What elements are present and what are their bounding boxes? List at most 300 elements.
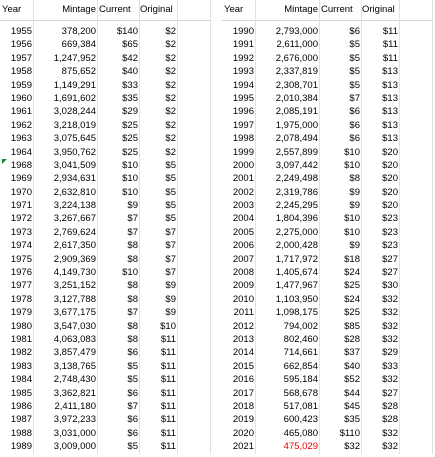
year-cell[interactable]: 2004 <box>232 213 254 225</box>
year-cell[interactable]: 1978 <box>10 293 32 305</box>
original-cell[interactable]: $13 <box>382 133 398 145</box>
current-cell[interactable]: $25 <box>122 146 138 158</box>
original-cell[interactable]: $13 <box>382 119 398 131</box>
original-cell[interactable]: $32 <box>382 427 398 439</box>
mintage-cell[interactable]: 3,218,019 <box>53 119 96 131</box>
mintage-cell[interactable]: 3,972,233 <box>53 414 96 426</box>
mintage-cell[interactable]: 2,275,000 <box>275 226 318 238</box>
original-cell[interactable]: $13 <box>382 66 398 78</box>
mintage-cell[interactable]: 2,249,498 <box>275 173 318 185</box>
mintage-cell[interactable]: 3,028,244 <box>53 106 96 118</box>
left-table <box>0 0 211 454</box>
current-cell[interactable]: $40 <box>122 66 138 78</box>
year-cell[interactable]: 2002 <box>232 186 254 198</box>
year-cell[interactable]: 2016 <box>232 374 254 386</box>
mintage-cell[interactable]: 1,804,396 <box>275 213 318 225</box>
mintage-cell[interactable]: 875,652 <box>61 66 96 78</box>
year-cell[interactable]: 2011 <box>233 307 254 319</box>
grid-line <box>361 0 362 454</box>
year-cell[interactable]: 1988 <box>10 427 32 439</box>
current-cell[interactable]: $8 <box>349 173 360 185</box>
original-cell[interactable]: $10 <box>160 320 176 332</box>
original-cell[interactable]: $23 <box>382 240 398 252</box>
year-cell[interactable]: 1959 <box>10 79 32 91</box>
year-cell[interactable]: 1996 <box>232 106 254 118</box>
mintage-cell[interactable]: 1,103,950 <box>275 293 318 305</box>
year-cell[interactable]: 1964 <box>10 146 32 158</box>
original-cell[interactable]: $11 <box>160 333 176 345</box>
mintage-cell[interactable]: 1,717,972 <box>275 253 318 265</box>
mintage-cell[interactable]: 465,080 <box>283 427 318 439</box>
current-cell[interactable]: $6 <box>127 427 138 439</box>
original-cell[interactable]: $13 <box>382 79 398 91</box>
mintage-cell[interactable]: 2,617,350 <box>53 240 96 252</box>
original-cell[interactable]: $9 <box>165 307 176 319</box>
mintage-header[interactable]: Mintage <box>62 4 96 15</box>
year-cell[interactable]: 1986 <box>10 400 32 412</box>
original-cell[interactable]: $2 <box>165 26 176 37</box>
original-cell[interactable]: $5 <box>165 200 176 212</box>
original-cell[interactable]: $33 <box>382 360 398 372</box>
mintage-cell[interactable]: 2,319,786 <box>275 186 318 198</box>
current-cell[interactable]: $10 <box>344 146 360 158</box>
year-cell[interactable]: 1997 <box>232 119 254 131</box>
year-cell[interactable]: 1962 <box>10 119 32 131</box>
mintage-cell[interactable]: 3,950,762 <box>53 146 96 158</box>
original-cell[interactable]: $2 <box>165 39 176 51</box>
original-cell[interactable]: $7 <box>165 253 176 265</box>
current-cell[interactable]: $8 <box>127 240 138 252</box>
year-cell[interactable]: 1982 <box>10 347 32 359</box>
current-cell[interactable]: $6 <box>349 119 360 131</box>
year-cell[interactable]: 1983 <box>10 360 32 372</box>
current-cell[interactable]: $10 <box>122 159 138 171</box>
current-cell[interactable]: $6 <box>349 133 360 145</box>
mintage-cell[interactable]: 1,247,952 <box>53 52 96 64</box>
table-row <box>0 440 211 453</box>
current-cell[interactable]: $10 <box>344 226 360 238</box>
mintage-cell[interactable]: 3,041,509 <box>53 159 96 171</box>
year-cell[interactable]: 1974 <box>10 240 32 252</box>
current-cell[interactable]: $29 <box>122 106 138 118</box>
mintage-cell[interactable]: 2,337,819 <box>275 66 318 78</box>
header-row <box>0 0 211 21</box>
current-cell[interactable]: $33 <box>122 79 138 91</box>
mintage-cell[interactable]: 669,384 <box>61 39 96 51</box>
original-cell[interactable]: $2 <box>165 146 176 158</box>
table-row <box>222 306 433 319</box>
current-cell[interactable]: $85 <box>344 320 360 332</box>
mintage-cell[interactable]: 3,677,175 <box>53 307 96 319</box>
table-row <box>0 293 211 306</box>
current-cell[interactable]: $10 <box>344 213 360 225</box>
original-cell[interactable]: $11 <box>160 360 176 372</box>
current-cell[interactable]: $6 <box>127 347 138 359</box>
mintage-cell[interactable]: 2,934,631 <box>53 173 96 185</box>
original-cell[interactable]: $32 <box>382 441 398 453</box>
original-cell[interactable]: $27 <box>382 387 398 399</box>
original-header[interactable]: Original <box>140 4 173 15</box>
original-cell[interactable]: $2 <box>165 106 176 118</box>
grid-line <box>432 0 433 454</box>
mintage-cell[interactable]: 3,097,442 <box>275 159 318 171</box>
original-cell[interactable]: $7 <box>165 240 176 252</box>
mintage-cell[interactable]: 2,245,295 <box>275 200 318 212</box>
mintage-cell[interactable]: 1,691,602 <box>53 92 96 104</box>
table-row <box>0 38 211 51</box>
mintage-cell[interactable]: 794,002 <box>283 320 318 332</box>
current-cell[interactable]: $7 <box>127 307 138 319</box>
year-cell[interactable]: 1981 <box>10 333 32 345</box>
current-cell[interactable]: $5 <box>127 360 138 372</box>
current-cell[interactable]: $8 <box>127 280 138 292</box>
original-cell[interactable]: $2 <box>165 79 176 91</box>
table-row <box>0 92 211 105</box>
mintage-cell[interactable]: 2,632,810 <box>53 186 96 198</box>
current-cell[interactable]: $35 <box>344 414 360 426</box>
year-cell[interactable]: 1989 <box>10 441 32 453</box>
table-row <box>0 427 211 440</box>
table-row <box>222 119 433 132</box>
current-cell[interactable]: $45 <box>344 400 360 412</box>
current-cell[interactable]: $8 <box>127 293 138 305</box>
mintage-cell[interactable]: 2,769,624 <box>53 226 96 238</box>
year-cell[interactable]: 1973 <box>10 226 32 238</box>
current-cell[interactable]: $35 <box>122 92 138 104</box>
original-cell[interactable]: $32 <box>382 320 398 332</box>
year-cell[interactable]: 1958 <box>10 66 32 78</box>
original-cell[interactable]: $32 <box>382 307 398 319</box>
original-cell[interactable]: $20 <box>382 200 398 212</box>
mintage-cell[interactable]: 2,078,494 <box>275 133 318 145</box>
current-cell[interactable]: $9 <box>127 200 138 212</box>
original-cell[interactable]: $9 <box>165 293 176 305</box>
original-cell[interactable]: $9 <box>165 280 176 292</box>
mintage-cell[interactable]: 2,909,369 <box>53 253 96 265</box>
original-cell[interactable]: $7 <box>165 226 176 238</box>
mintage-cell[interactable]: 595,184 <box>283 374 318 386</box>
original-cell[interactable]: $11 <box>160 374 176 386</box>
original-cell[interactable]: $11 <box>160 414 176 426</box>
year-cell[interactable]: 2001 <box>232 173 254 185</box>
original-cell[interactable]: $11 <box>382 26 398 37</box>
current-cell[interactable]: $110 <box>339 427 360 439</box>
original-cell[interactable]: $2 <box>165 66 176 78</box>
mintage-cell[interactable]: 2,000,428 <box>275 240 318 252</box>
mintage-cell[interactable]: 4,149,730 <box>53 267 96 279</box>
year-cell[interactable]: 1957 <box>10 52 32 64</box>
mintage-cell[interactable]: 2,085,191 <box>275 106 318 118</box>
table-row <box>222 79 433 92</box>
year-cell[interactable]: 1956 <box>10 39 32 51</box>
original-cell[interactable]: $2 <box>165 133 176 145</box>
table-row <box>0 212 211 225</box>
current-cell[interactable]: $6 <box>349 106 360 118</box>
current-cell[interactable]: $7 <box>127 213 138 225</box>
current-cell[interactable]: $8 <box>127 253 138 265</box>
current-header[interactable]: Current <box>99 4 131 15</box>
current-cell[interactable]: $25 <box>122 133 138 145</box>
year-cell[interactable]: 2007 <box>232 253 254 265</box>
table-row <box>222 293 433 306</box>
year-cell[interactable]: 2005 <box>232 226 254 238</box>
table-row <box>0 25 211 38</box>
mintage-cell[interactable]: 802,460 <box>283 333 318 345</box>
original-cell[interactable]: $13 <box>382 92 398 104</box>
original-cell[interactable]: $28 <box>382 414 398 426</box>
mintage-cell[interactable]: 1,149,291 <box>53 79 96 91</box>
current-cell[interactable]: $24 <box>344 267 360 279</box>
mintage-cell[interactable]: 3,267,667 <box>53 213 96 225</box>
year-cell[interactable]: 1985 <box>10 387 32 399</box>
table-row <box>222 132 433 145</box>
year-cell[interactable]: 1990 <box>232 26 254 37</box>
mintage-cell[interactable]: 3,857,479 <box>53 347 96 359</box>
mintage-cell[interactable]: 2,411,180 <box>54 400 96 412</box>
mintage-cell[interactable]: 3,251,152 <box>53 280 96 292</box>
table-row <box>0 306 211 319</box>
table-row <box>222 253 433 266</box>
original-cell[interactable]: $13 <box>382 106 398 118</box>
year-cell[interactable]: 1955 <box>10 26 32 37</box>
year-cell[interactable]: 2020 <box>232 427 254 439</box>
original-cell[interactable]: $32 <box>382 293 398 305</box>
year-cell[interactable]: 2003 <box>232 200 254 212</box>
original-cell[interactable]: $20 <box>382 159 398 171</box>
current-cell[interactable]: $8 <box>127 320 138 332</box>
grid-line <box>33 0 34 454</box>
table-row <box>0 400 211 413</box>
current-cell[interactable]: $24 <box>344 293 360 305</box>
original-cell[interactable]: $5 <box>165 213 176 225</box>
mintage-cell[interactable]: 475,029 <box>283 441 318 453</box>
current-cell[interactable]: $5 <box>349 79 360 91</box>
mintage-header[interactable]: Mintage <box>284 4 318 15</box>
original-cell[interactable]: $11 <box>160 427 176 439</box>
original-cell[interactable]: $23 <box>382 226 398 238</box>
mintage-cell[interactable]: 3,031,000 <box>53 427 96 439</box>
original-cell[interactable]: $5 <box>165 186 176 198</box>
year-cell[interactable]: 1968 <box>10 159 32 171</box>
current-cell[interactable]: $7 <box>127 226 138 238</box>
mintage-cell[interactable]: 3,009,000 <box>53 441 96 453</box>
original-cell[interactable]: $20 <box>382 173 398 185</box>
original-cell[interactable]: $11 <box>160 347 176 359</box>
current-cell[interactable]: $10 <box>344 159 360 171</box>
current-cell[interactable]: $37 <box>344 347 360 359</box>
year-cell[interactable]: 1993 <box>232 66 254 78</box>
table-row <box>222 413 433 426</box>
year-cell[interactable]: 1971 <box>10 200 32 212</box>
mintage-cell[interactable]: 1,098,175 <box>275 307 318 319</box>
year-cell[interactable]: 2019 <box>232 414 254 426</box>
mintage-cell[interactable]: 517,081 <box>283 400 318 412</box>
original-cell[interactable]: $5 <box>165 159 176 171</box>
mintage-cell[interactable]: 3,138,765 <box>53 360 96 372</box>
table-row <box>0 387 211 400</box>
current-cell[interactable]: $5 <box>127 441 138 453</box>
mintage-cell[interactable]: 4,063,083 <box>53 333 96 345</box>
current-cell[interactable]: $28 <box>344 333 360 345</box>
mintage-cell[interactable]: 2,308,701 <box>275 79 318 91</box>
mintage-cell[interactable]: 1,477,967 <box>275 280 318 292</box>
mintage-cell[interactable]: 1,405,674 <box>275 267 318 279</box>
original-cell[interactable]: $28 <box>382 400 398 412</box>
original-cell[interactable]: $11 <box>160 400 176 412</box>
year-cell[interactable]: 1972 <box>10 213 32 225</box>
mintage-cell[interactable]: 2,611,000 <box>276 39 318 51</box>
current-cell[interactable]: $40 <box>344 360 360 372</box>
current-cell[interactable]: $25 <box>122 119 138 131</box>
table-row <box>222 279 433 292</box>
current-cell[interactable]: $6 <box>127 414 138 426</box>
year-cell[interactable]: 1970 <box>10 186 32 198</box>
table-row <box>222 226 433 239</box>
mintage-cell[interactable]: 2,557,899 <box>275 146 318 158</box>
original-cell[interactable]: $7 <box>165 267 176 279</box>
year-cell[interactable]: 2021 <box>232 441 254 453</box>
current-cell[interactable]: $10 <box>122 267 138 279</box>
year-header[interactable]: Year <box>2 4 22 15</box>
year-cell[interactable]: 1998 <box>232 133 254 145</box>
original-cell[interactable]: $2 <box>165 52 176 64</box>
year-cell[interactable]: 1999 <box>232 146 254 158</box>
current-cell[interactable]: $9 <box>349 200 360 212</box>
year-cell[interactable]: 1991 <box>232 39 254 51</box>
original-cell[interactable]: $23 <box>382 213 398 225</box>
year-cell[interactable]: 1995 <box>232 92 254 104</box>
current-cell[interactable]: $52 <box>344 374 360 386</box>
current-cell[interactable]: $5 <box>349 39 360 51</box>
table-row <box>0 65 211 78</box>
original-cell[interactable]: $27 <box>382 253 398 265</box>
original-cell[interactable]: $29 <box>382 347 398 359</box>
mintage-cell[interactable]: 378,200 <box>61 26 96 37</box>
current-cell[interactable]: $9 <box>349 240 360 252</box>
left-table-body <box>0 25 211 454</box>
original-cell[interactable]: $27 <box>382 267 398 279</box>
year-cell[interactable]: 1992 <box>232 52 254 64</box>
year-cell[interactable]: 1969 <box>10 173 32 185</box>
year-cell[interactable]: 2010 <box>232 293 254 305</box>
table-row <box>0 52 211 65</box>
table-row <box>0 346 211 359</box>
current-header[interactable]: Current <box>321 4 353 15</box>
year-cell[interactable]: 1975 <box>10 253 32 265</box>
mintage-cell[interactable]: 2,676,000 <box>275 52 318 64</box>
original-header[interactable]: Original <box>362 4 395 15</box>
original-cell[interactable]: $11 <box>382 52 398 64</box>
current-cell[interactable]: $65 <box>122 39 138 51</box>
current-cell[interactable]: $10 <box>122 186 138 198</box>
mintage-cell[interactable]: 2,748,430 <box>53 374 96 386</box>
mintage-cell[interactable]: 600,423 <box>283 414 318 426</box>
year-cell[interactable]: 1987 <box>10 414 32 426</box>
mintage-cell[interactable]: 568,678 <box>283 387 318 399</box>
current-cell[interactable]: $10 <box>122 173 138 185</box>
current-cell[interactable]: $25 <box>344 280 360 292</box>
original-cell[interactable]: $11 <box>160 441 176 453</box>
original-cell[interactable]: $32 <box>382 374 398 386</box>
cell-error-indicator-icon[interactable] <box>2 159 7 164</box>
mintage-cell[interactable]: 662,854 <box>283 360 318 372</box>
year-cell[interactable]: 2008 <box>232 267 254 279</box>
current-cell[interactable]: $7 <box>349 92 360 104</box>
grid-line <box>177 0 178 454</box>
original-cell[interactable]: $5 <box>165 173 176 185</box>
grid-line <box>139 0 140 454</box>
mintage-cell[interactable]: 1,975,000 <box>275 119 318 131</box>
year-cell[interactable]: 2014 <box>232 347 254 359</box>
current-cell[interactable]: $7 <box>127 400 138 412</box>
year-cell[interactable]: 2017 <box>232 387 254 399</box>
original-cell[interactable]: $2 <box>165 92 176 104</box>
year-cell[interactable]: 2009 <box>232 280 254 292</box>
right-table <box>222 0 433 454</box>
year-cell[interactable]: 1979 <box>10 307 32 319</box>
current-cell[interactable]: $6 <box>127 387 138 399</box>
current-cell[interactable]: $5 <box>127 374 138 386</box>
grid-line <box>319 0 320 454</box>
year-cell[interactable]: 1976 <box>10 267 32 279</box>
original-cell[interactable]: $20 <box>382 146 398 158</box>
current-cell[interactable]: $8 <box>127 333 138 345</box>
year-cell[interactable]: 1984 <box>10 374 32 386</box>
mintage-cell[interactable]: 3,547,030 <box>53 320 96 332</box>
mintage-cell[interactable]: 3,224,138 <box>53 200 96 212</box>
year-cell[interactable]: 2006 <box>232 240 254 252</box>
year-cell[interactable]: 2013 <box>232 333 254 345</box>
current-cell[interactable]: $42 <box>122 52 138 64</box>
year-cell[interactable]: 1963 <box>10 133 32 145</box>
original-cell[interactable]: $11 <box>160 387 176 399</box>
current-cell[interactable]: $6 <box>349 26 360 37</box>
mintage-cell[interactable]: 3,075,645 <box>53 133 96 145</box>
year-header[interactable]: Year <box>224 4 244 15</box>
current-cell[interactable]: $32 <box>344 441 360 453</box>
year-cell[interactable]: 1960 <box>10 92 32 104</box>
original-cell[interactable]: $11 <box>382 39 398 51</box>
year-cell[interactable]: 2015 <box>232 360 254 372</box>
year-cell[interactable]: 2000 <box>232 159 254 171</box>
year-cell[interactable]: 1994 <box>232 79 254 91</box>
current-cell[interactable]: $44 <box>344 387 360 399</box>
year-cell[interactable]: 2018 <box>232 400 254 412</box>
mintage-cell[interactable]: 3,127,788 <box>53 293 96 305</box>
year-cell[interactable]: 1961 <box>10 106 32 118</box>
mintage-cell[interactable]: 2,010,384 <box>275 92 318 104</box>
table-row <box>222 266 433 279</box>
original-cell[interactable]: $20 <box>382 186 398 198</box>
table-row <box>0 226 211 239</box>
original-cell[interactable]: $32 <box>382 333 398 345</box>
mintage-cell[interactable]: 714,661 <box>283 347 318 359</box>
current-cell[interactable]: $25 <box>344 307 360 319</box>
original-cell[interactable]: $2 <box>165 119 176 131</box>
original-cell[interactable]: $30 <box>382 280 398 292</box>
current-cell[interactable]: $140 <box>116 26 138 37</box>
year-cell[interactable]: 1977 <box>10 280 32 292</box>
year-cell[interactable]: 2012 <box>232 320 254 332</box>
mintage-cell[interactable]: 3,362,821 <box>53 387 96 399</box>
current-cell[interactable]: $18 <box>344 253 360 265</box>
current-cell[interactable]: $5 <box>349 52 360 64</box>
year-cell[interactable]: 1980 <box>10 320 32 332</box>
current-cell[interactable]: $9 <box>349 186 360 198</box>
mintage-cell[interactable]: 2,793,000 <box>275 26 318 37</box>
current-cell[interactable]: $5 <box>349 66 360 78</box>
table-row <box>0 79 211 92</box>
